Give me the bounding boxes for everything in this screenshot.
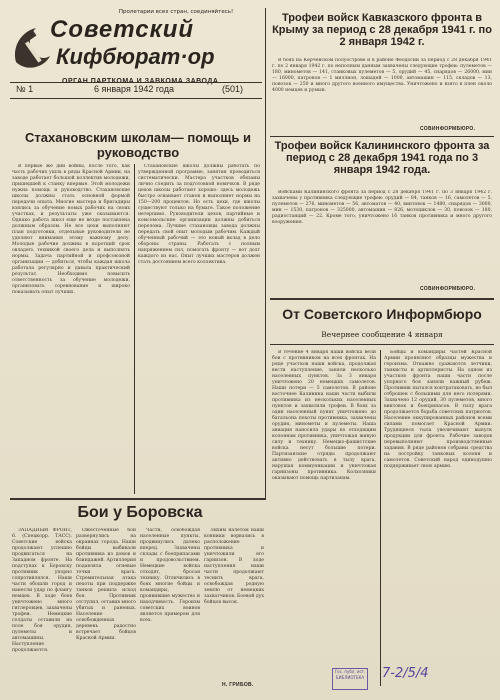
bottom-article-col3 — [140, 528, 200, 688]
masthead-rule-top — [10, 82, 262, 83]
bottom-article-col3-text: Части, освобождая населенные пункты, продвинулись далеко вперед. Захвачены склады с боеприпасами и продовольствием. Немецкие войска отходят, бросая технику. Отличились в боях многие бойцы и командиры, проявившие мужество и находчивость. Героизм советских воинов является примером для всех. — [140, 528, 200, 623]
issue-row — [12, 84, 262, 98]
right-report2-headline: Трофеи войск Калининского фронта за период с 28 декабря 1941 года по 3 января 1942 года. — [274, 140, 490, 176]
right-report1-body — [272, 58, 492, 126]
bottom-article-rule — [10, 498, 266, 500]
right-report3-col2-text: Бойцы и командиры частей Красной Армии проявляют образцы мужества и героизма. Отважно сражаются летчики, танкисты и артиллеристы. На одном из участков фронта наши части после упорного боя заняли важный рубеж. Противник пытался контратаковать, но был отброшен с большими для него потерями. Захвачено 12 орудий, 30 пулеметов, много винтовок и боеприпасов. В тылу врага продолжается борьба советских патриотов. Население оккупированных районов всеми силами помогает Красной Армии. Трудящиеся тыла увеличивают выпуск продукции для фронта. Рабочие заводов перевыполняют производственные задания. В ряде районов собраны средства на постройку танковых колонн и самолетов. Советский народ единодушно поддерживает свою армию. — [384, 350, 492, 469]
motto: Пролетарии всех стран, соединяйтесь! — [118, 9, 234, 15]
right-report3-col2 — [384, 350, 492, 686]
right-report2-rule — [270, 298, 494, 300]
right-report2-text: Войсками Калининского фронта за период с 28 декабря 1941 г. по 3 января 1942 г. захвачены у противника следующие трофеи: орудий — 84, танков — 16, самолетов — 5, пулеметов — 276, минометов — 56, автоматов — 40, винтовок — 1480, снарядов — 3000, мин — 1530, патронов — 325000, автомашин — 826, мотоциклов — 30, повозок — 180, радиостанций — 22. Кроме того, уничтожено 16 танков противника и много другого вооружения. — [272, 190, 492, 225]
handwritten-note: 7-2/5/4 — [382, 666, 429, 681]
bottom-article-col4 — [204, 528, 264, 678]
library-stamp: Гос. публ. ист. БИБЛИОТЕКА — [332, 668, 368, 690]
left-article-headline: Стахановским школам— помощь и руководство — [25, 130, 251, 160]
masthead-title-top: Советский — [50, 16, 195, 43]
bottom-article-headline: Бои у Боровска — [77, 504, 203, 521]
right-report3-col-divider — [380, 350, 381, 686]
bottom-article-signature: Н. ГРИБОВ. — [222, 682, 254, 688]
right-report1-headline: Трофеи войск Кавказского фронта в Крыму за период с 28 декабря 1941 г. по 2 января 1942 г. — [272, 12, 492, 48]
left-article-col2 — [138, 164, 260, 494]
issue-total: (501) — [222, 84, 244, 94]
right-report1-text: В боях на Керченском полуострове и в районе Феодосии за период с 28 декабря 1941 г. по 2 января 1942 г. по неполным данным захвачены следующие трофеи: пулеметов — 180, минометов — 141, станковых пулеметов — 5, орудий — 45, снарядов — 26000, мин — 16000, патронов — 1 миллион, лошадей — 1000, автомашин — 115, складов — 13, повозок — 250 и много другого военного имущества. Уничтожено и взято в плен около 4000 немцев и румын. — [272, 58, 492, 93]
left-article-col2-text: Стахановские школы должны работать по утвержденной программе, занятия проводиться систематически. Мастера участков обязаны лично следить за подготовкой новичков. В ряде цехов школы работают хорошо: здесь молодежь быстро осваивает станок и выполняет нормы на 150—200 процентов. Но есть цехи, где школы существуют только на бумаге. Такое положение нетерпимо. Руководители цехов, партийные и комсомольские организации должны добиться перелома. Лучшие стахановцы завода должны передать свой опыт молодым рабочим. Каждый обученный рабочий — это новый вклад в дело обороны страны. Работать с полным напряжением сил, помогать фронту — вот долг каждого из нас. Опыт лучших мастеров должен стать достоянием всего коллектива. — [138, 164, 260, 265]
bottom-article-col4-text: Лихим налетом наши конники ворвались в расположение противника и уничтожили его гарнизон. В ходе наступления наши части продолжают теснить врага, освобождая родную землю от немецких захватчиков. Боевой дух бойцов высок. — [204, 528, 264, 605]
right-report2-source: СОВИНФОРМБЮРО. — [420, 286, 476, 292]
right-report2-body — [272, 190, 492, 284]
column-divider-main — [265, 8, 266, 498]
masthead-rule-bottom — [10, 98, 262, 99]
right-report3-headline: От Советского Информбюро — [282, 306, 482, 322]
right-report1-rule — [270, 136, 494, 137]
bottom-article-col1-text: ЗАПАДНЫЙ ФРОНТ, 6. (Спецкорр. ТАСС). Советские войска продолжают успешно продвигаться на Западном фронте. На подступах к Боровску противник упорно сопротивлялся. Наши части обошли город и нанесли удар по флангу немцев. В ходе боев уничтожено много гитлеровцев, захвачены трофеи. Немецкие солдаты оставили на поле боя орудия, пулеметы и автомашины. Наступление продолжается. — [12, 528, 72, 653]
bottom-article-col1 — [12, 528, 72, 688]
hammer-sickle-emblem-icon — [10, 22, 54, 74]
right-report3-rule — [270, 344, 494, 345]
right-report3-col1 — [272, 350, 376, 686]
right-report3-subheadline: Вечернее сообщение 4 января — [321, 330, 443, 339]
right-report3-col1-text: В течение 4 января наши войска вели бои с противником на всех фронтах. На ряде участков наши войска, продолжая вести наступление, заняли несколько населенных пунктов. За 3 января уничтожено 20 немецких самолетов. Наши потери — 5 самолетов. В районе восточнее Калинина наши части выбили противника из нескольких населенных пунктов и захватили трофеи. В боях за один населенный пункт уничтожено до батальона пехоты противника, захвачены орудия, минометы и пулеметы. Наша авиация наносила удары по отходящим колоннам противника, уничтожая живую силу и технику. Немецко-фашистские войска несут большие потери. Партизанские отряды продолжают активно действовать в тылу врага, нарушая коммуникации и уничтожая гарнизоны противника. Колхозники оказывают помощь партизанам. — [272, 350, 376, 481]
masthead-title-bottom: Кифбюрат·ор — [56, 44, 215, 69]
issue-date: 6 января 1942 года — [94, 84, 174, 94]
right-report1-source: СОВИНФОРМБЮРО. — [420, 126, 476, 132]
issue-number: № 1 — [16, 84, 34, 94]
left-article-col-divider — [134, 164, 135, 494]
bottom-article-col2 — [76, 528, 136, 688]
bottom-article-col2-text: Ожесточенные бои развернулись на окраинах города. Наши бойцы выбивали противника из домов и блиндажей. Артиллерия подавляла огневые точки врага. Стремительная атака пехоты при поддержке танков решила исход боя. Противник отступил, оставив много убитых и раненых. Население освобожденных деревень радостно встречает бойцов Красной Армии. — [76, 528, 136, 641]
left-article-col1-text: В первые же дни войны, после того, как часть рабочих ушла в ряды Красной Армии, на заводе работает большой коллектив молодежи, пришедшей к станку впервые. Этой молодежи нужна помощь и руководство. Стахановские школы должны стать основной формой передачи опыта. Многие мастера и бригадиры взялись за обучение новых рабочих на своих участках, и результаты уже сказываются. Однако работа школ еще не везде поставлена должным образом. Не все цехи выполняют план подготовки, отдельные руководители не уделяют внимания этому важному делу. Молодые рабочие должны в короткий срок овладеть техникой своего дела и выполнять нормы. Задача партийной и профсоюзной организации — добиться, чтобы каждая школа работала регулярно и давала практический результат. Необходимо повысить ответственность за обучение молодежи, организовать соревнование и широко показывать опыт лучших. — [12, 164, 130, 295]
left-article-col1 — [12, 164, 130, 494]
